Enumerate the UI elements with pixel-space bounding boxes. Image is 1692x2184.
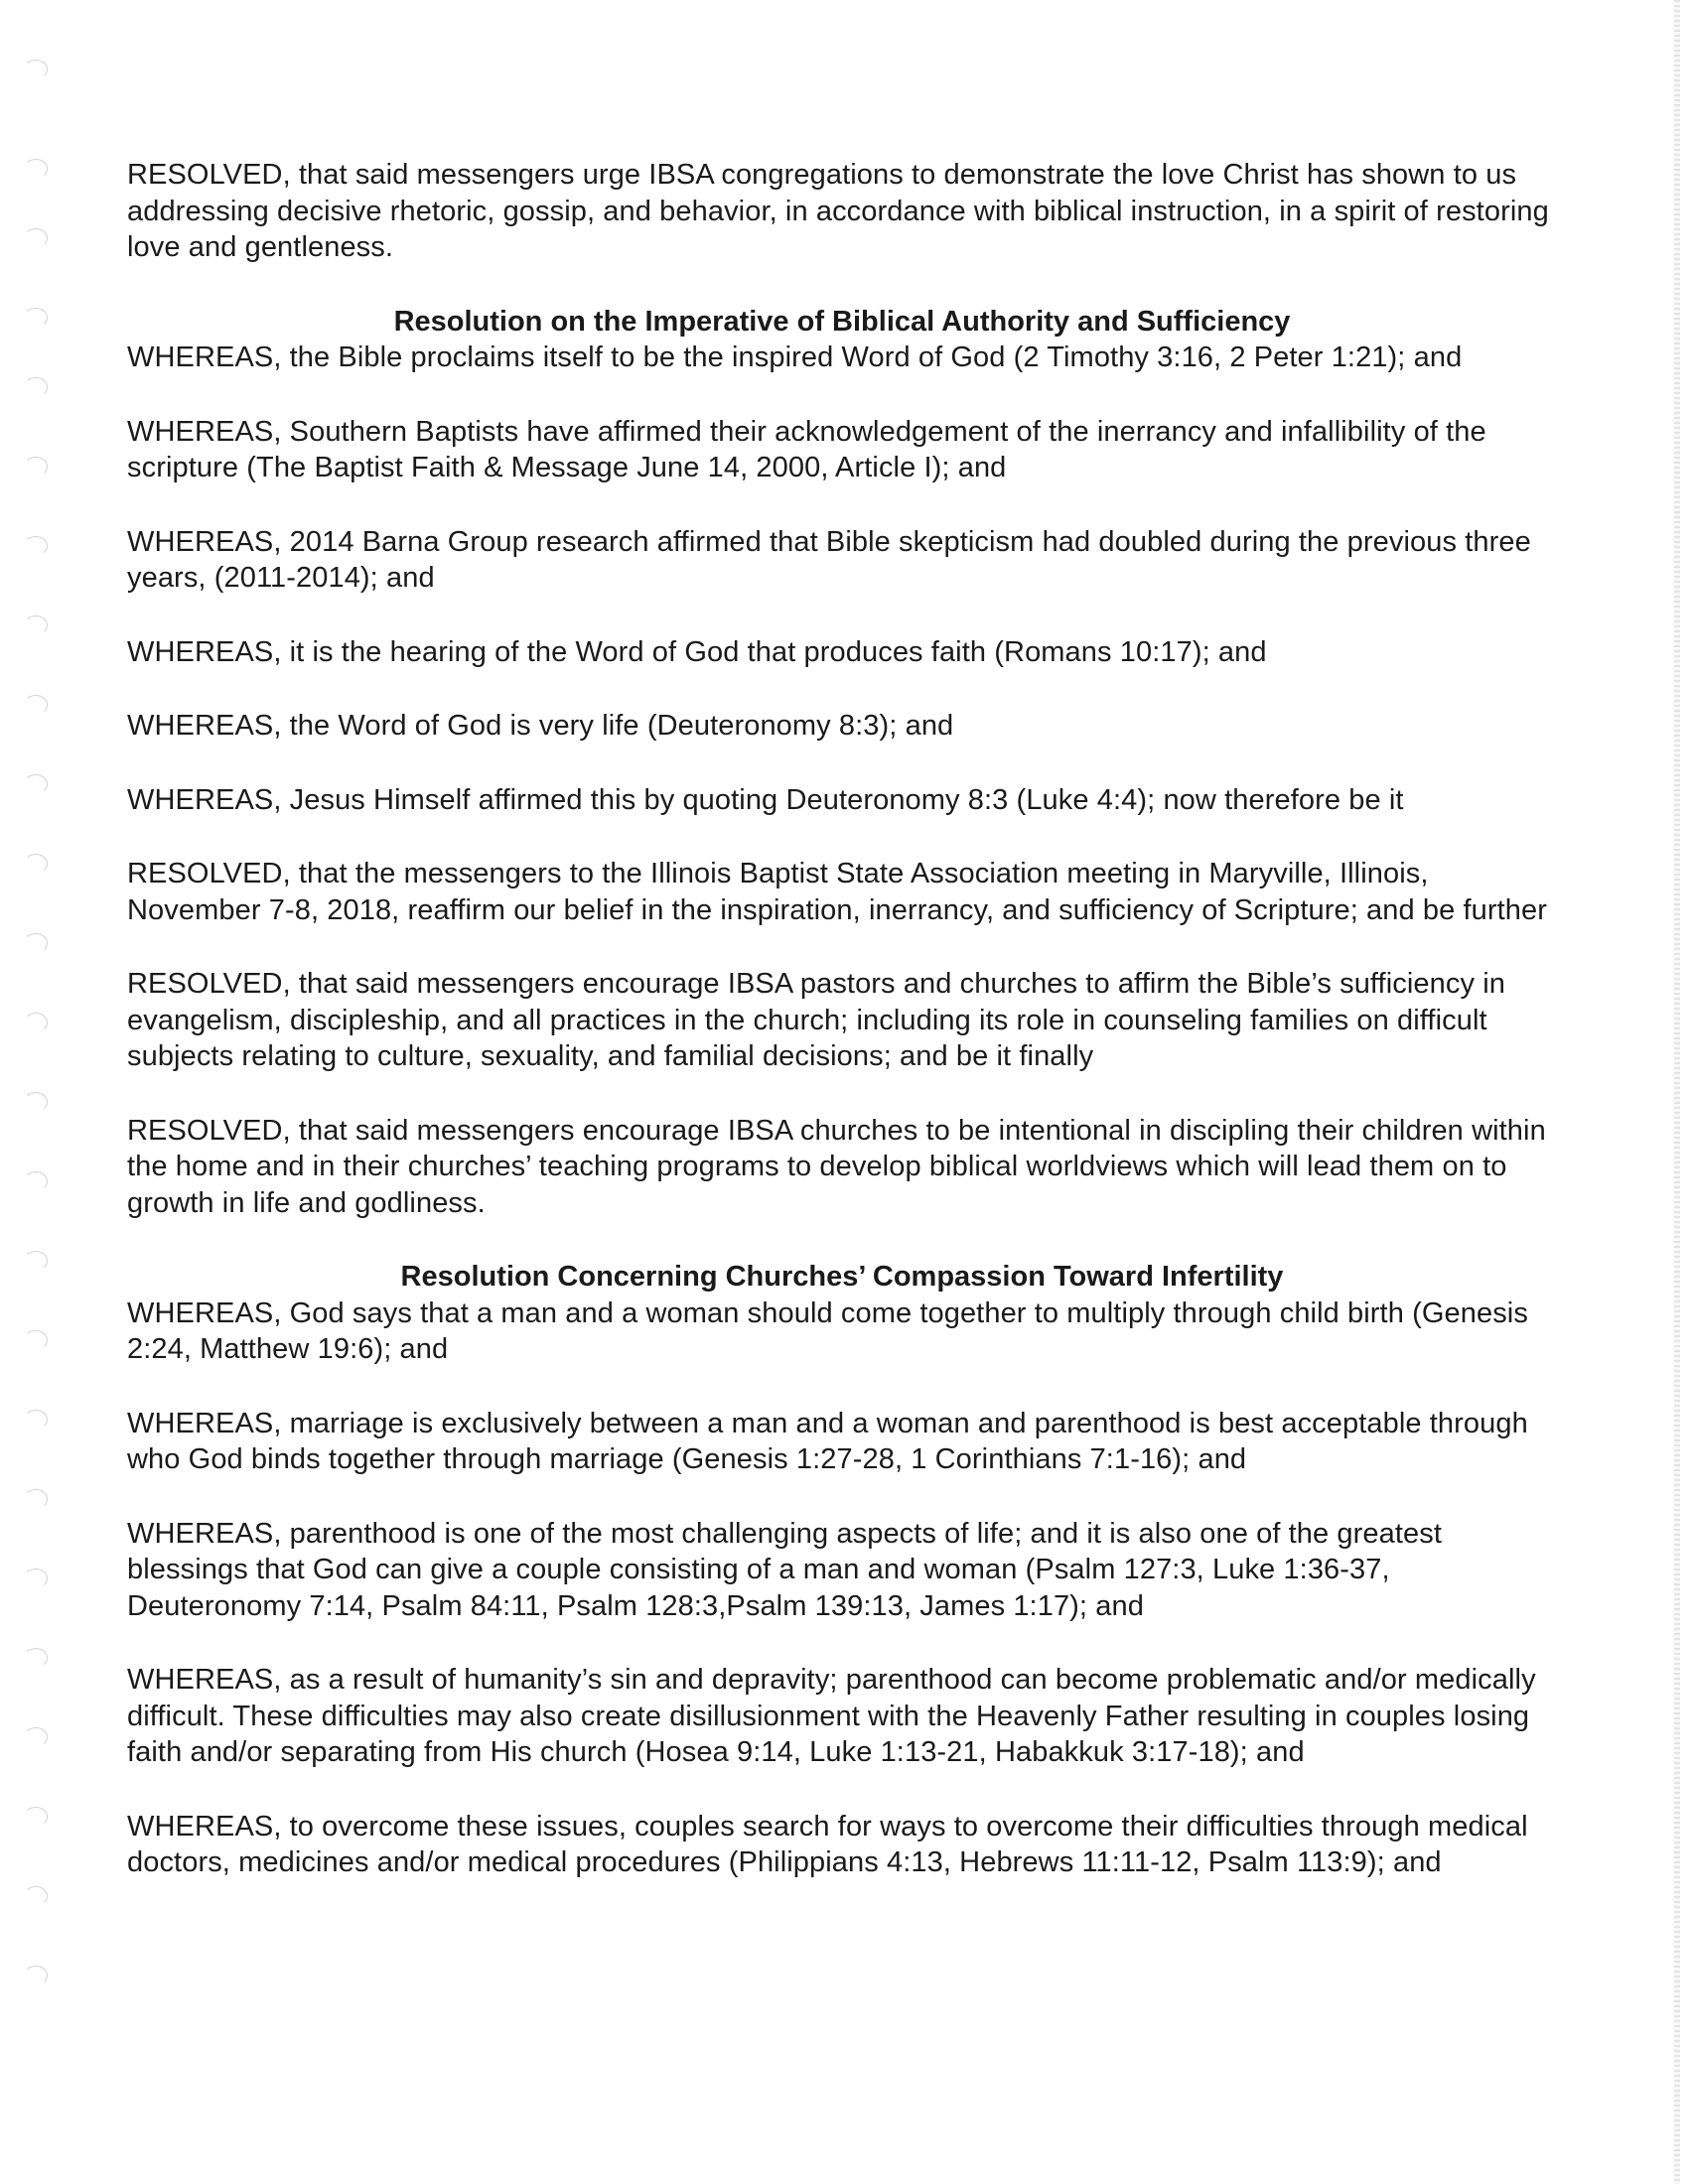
binder-hole-icon bbox=[24, 60, 48, 79]
binder-hole-icon bbox=[24, 1013, 48, 1032]
binder-hole-icon bbox=[24, 1410, 48, 1430]
binder-hole-icon bbox=[24, 377, 48, 397]
section-biblical-authority bbox=[127, 304, 1557, 1222]
binder-hole-marks bbox=[18, 40, 58, 2144]
binder-hole-icon bbox=[24, 1886, 48, 1906]
binder-hole-icon bbox=[24, 1489, 48, 1509]
binder-hole-icon bbox=[24, 457, 48, 477]
binder-hole-icon bbox=[24, 1092, 48, 1112]
paragraph: WHEREAS, marriage is exclusively between a man and a woman and parenthood is best acceptable through who God binds together through marriage (Genesis 1:27-28, 1 Corinthians 7:1-16); and bbox=[127, 1407, 1528, 1475]
binder-hole-icon bbox=[24, 1330, 48, 1350]
binder-hole-icon bbox=[24, 615, 48, 635]
paragraph: WHEREAS, 2014 Barna Group research affirmed that Bible skepticism had doubled during the previous three years, (2011-2014); and bbox=[127, 525, 1531, 594]
binder-hole-icon bbox=[24, 536, 48, 556]
section-infertility-compassion bbox=[127, 1259, 1557, 1881]
paragraph: WHEREAS, Jesus Himself affirmed this by quoting Deuteronomy 8:3 (Luke 4:4); now therefore be it bbox=[127, 783, 1404, 816]
paragraph: WHEREAS, the Word of God is very life (Deuteronomy 8:3); and bbox=[127, 710, 954, 742]
paragraph: RESOLVED, that said messengers encourage IBSA pastors and churches to affirm the Bible’s sufficiency in evangelism, discipleship, and all practices in the church; including its role in counseling families on difficult subjects relating to culture, sexuality, and familial decisions; and be it finally bbox=[127, 968, 1505, 1072]
paragraph: WHEREAS, parenthood is one of the most challenging aspects of life; and it is also one of the greatest blessings that God can give a couple consisting of a man and woman (Psalm 127:3, Luke 1:36-37, Deuteronomy 7:14, Psalm 84:11, Psalm 128:3,Psalm 139:13, James 1:17); and bbox=[127, 1517, 1443, 1622]
binder-hole-icon bbox=[24, 695, 48, 715]
binder-hole-icon bbox=[24, 1727, 48, 1747]
intro-resolved-paragraph: RESOLVED, that said messengers urge IBSA congregations to demonstrate the love Christ has shown to us addressing decisive rhetoric, gossip, and behavior, in accordance with biblical instruction, in a spirit of restoring love and gentleness. bbox=[127, 159, 1549, 263]
section-title: Resolution on the Imperative of Biblical Authority and Sufficiency bbox=[393, 305, 1291, 338]
paragraph: WHEREAS, as a result of humanity’s sin and depravity; parenthood can become problematic and/or medically difficult. These difficulties may also create disillusionment with the Heavenly Father resulting in couples losing faith and/or separating from His church (Hosea 9:14, Luke 1:13-21, Habakkuk 3:17-18); and bbox=[127, 1664, 1536, 1768]
paragraph: RESOLVED, that said messengers encourage IBSA churches to be intentional in discipling their children within the home and in their churches’ teaching programs to develop biblical worldviews which will lead them on to growth in life and godliness. bbox=[127, 1114, 1546, 1219]
binder-hole-icon bbox=[24, 159, 48, 179]
binder-hole-icon bbox=[24, 774, 48, 794]
paragraph: WHEREAS, it is the hearing of the Word of God that produces faith (Romans 10:17); and bbox=[127, 635, 1267, 668]
binder-hole-icon bbox=[24, 1807, 48, 1827]
binder-hole-icon bbox=[24, 228, 48, 248]
binder-hole-icon bbox=[24, 1171, 48, 1191]
paragraph: WHEREAS, the Bible proclaims itself to be the inspired Word of God (2 Timothy 3:16, 2 Peter 1:21); and bbox=[127, 341, 1463, 373]
binder-hole-icon bbox=[24, 1251, 48, 1271]
binder-hole-icon bbox=[24, 1569, 48, 1588]
binder-hole-icon bbox=[24, 854, 48, 874]
paragraph: WHEREAS, God says that a man and a woman should come together to multiply through child birth (Genesis 2:24, Matthew 19:6); and bbox=[127, 1297, 1528, 1365]
section-title: Resolution Concerning Churches’ Compassion Toward Infertility bbox=[400, 1261, 1284, 1293]
binder-hole-icon bbox=[24, 933, 48, 953]
paragraph: WHEREAS, Southern Baptists have affirmed their acknowledgement of the inerrancy and infallibility of the scripture (The Baptist Faith & Message June 14, 2000, Article I); and bbox=[127, 415, 1486, 483]
document-body bbox=[127, 157, 1557, 1919]
binder-hole-icon bbox=[24, 1648, 48, 1668]
binder-hole-icon bbox=[24, 308, 48, 328]
binder-hole-icon bbox=[24, 1966, 48, 1985]
scan-edge-artifact bbox=[1674, 0, 1680, 2184]
paragraph: WHEREAS, to overcome these issues, couples search for ways to overcome their difficulties through medical doctors, medicines and/or medical procedures (Philippians 4:13, Hebrews 11:11-12, Psalm 113:9); and bbox=[127, 1810, 1528, 1878]
paragraph: RESOLVED, that the messengers to the Illinois Baptist State Association meeting in Maryville, Illinois, November 7-8, 2018, reaffirm our belief in the inspiration, inerrancy, and sufficiency of Scripture; and be further bbox=[127, 858, 1548, 926]
